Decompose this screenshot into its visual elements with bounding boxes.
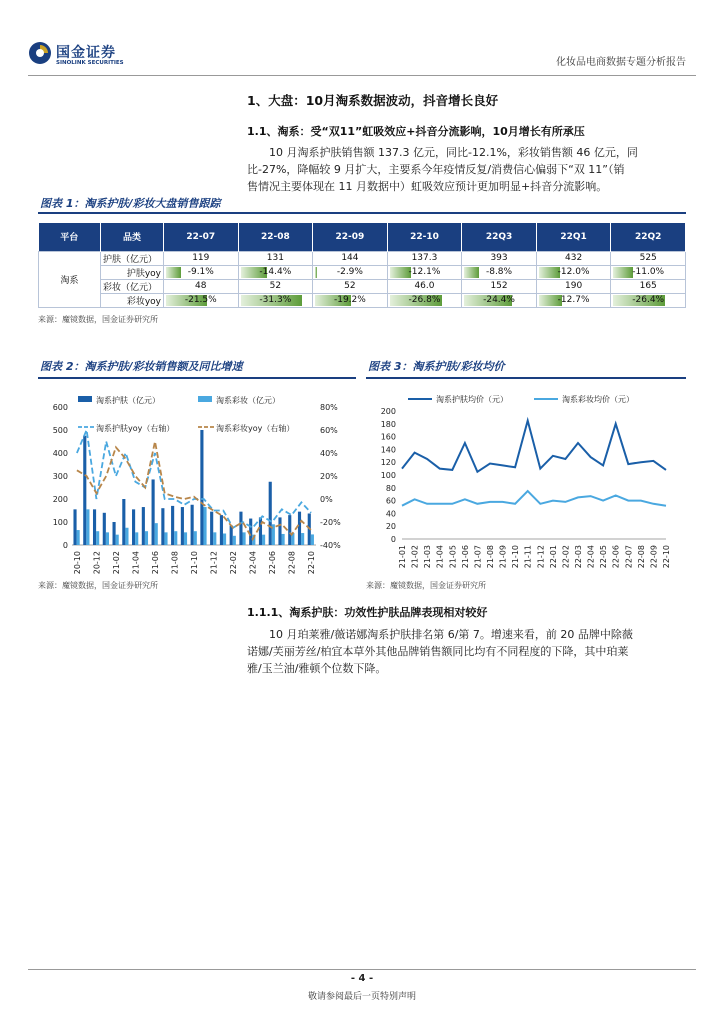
yoy-value: -21.5% xyxy=(184,295,217,305)
table-cell: 190 xyxy=(536,279,611,293)
yoy-bar-cell xyxy=(164,265,239,279)
avg-price-chart xyxy=(366,387,686,577)
yoy-value: -26.4% xyxy=(632,295,665,305)
legend-label: 淘系护肤（亿元） xyxy=(96,396,160,405)
table-header-row xyxy=(39,223,686,251)
right-axis-tick-label: 60% xyxy=(320,426,338,435)
x-tick-label: 21-04 xyxy=(435,545,445,569)
left-axis-tick-label: 300 xyxy=(52,472,68,481)
x-tick-label: 22-02 xyxy=(561,545,571,569)
bar-makeup xyxy=(106,532,109,545)
x-tick-label: 20-12 xyxy=(92,551,102,575)
yoy-value: -9.1% xyxy=(187,267,214,277)
sales-yoy-chart xyxy=(38,387,356,577)
column-header: 22Q2 xyxy=(611,223,686,251)
y-tick-label: 160 xyxy=(380,432,396,442)
x-tick-label: 21-02 xyxy=(410,545,420,569)
paragraph-line: 10 月淘系护肤销售额 137.3 亿元，同比-12.1%，彩妆销售额 46 亿元，同 xyxy=(269,146,638,159)
legend-label: 淘系护肤均价（元） xyxy=(436,395,508,404)
bar-makeup xyxy=(174,531,177,545)
bar-skincare xyxy=(278,517,281,545)
bar-skincare xyxy=(161,508,164,545)
yoy-line-skincare xyxy=(77,430,311,528)
yoy-databar xyxy=(613,267,632,278)
right-axis-tick-label: -20% xyxy=(320,518,341,527)
bar-skincare xyxy=(288,515,291,545)
bar-makeup xyxy=(262,535,265,545)
bar-skincare xyxy=(132,509,135,545)
paragraph-line: 10 月珀莱雅/薇诺娜淘系护肤排名第 6/第 7。增速来看，前 20 品牌中除薇 xyxy=(269,628,633,641)
x-tick-label: 22-02 xyxy=(229,551,239,575)
x-tick-label: 21-02 xyxy=(111,551,121,575)
table-cell: 393 xyxy=(462,251,537,265)
legend-swatch xyxy=(78,396,92,402)
x-tick-label: 21-09 xyxy=(498,545,508,569)
bar-makeup xyxy=(213,532,216,545)
x-tick-label: 21-01 xyxy=(398,545,407,569)
x-tick-label: 21-10 xyxy=(511,545,521,569)
bar-makeup xyxy=(96,531,99,545)
bar-skincare xyxy=(298,512,301,545)
column-header: 22-08 xyxy=(238,223,313,251)
bar-skincare xyxy=(93,509,96,545)
bar-makeup xyxy=(194,531,197,545)
figure2-source: 来源：魔镜数据，国金证券研究所 xyxy=(38,581,158,590)
table-cell: 52 xyxy=(313,279,388,293)
right-axis-tick-label: 80% xyxy=(320,403,338,412)
yoy-value: -8.8% xyxy=(485,267,513,277)
page-number: - 4 - xyxy=(350,973,374,984)
column-header: 22Q3 xyxy=(462,223,537,251)
bar-makeup xyxy=(301,533,304,545)
y-tick-label: 20 xyxy=(385,522,396,532)
table-row xyxy=(39,251,686,265)
bar-skincare xyxy=(239,512,242,545)
bar-skincare xyxy=(269,482,272,545)
y-tick-label: 80 xyxy=(385,483,396,493)
x-tick-label: 22-10 xyxy=(662,545,671,569)
left-axis-tick-label: 600 xyxy=(52,403,68,412)
left-axis-tick-label: 400 xyxy=(52,449,68,458)
yoy-value: -12.1% xyxy=(408,267,441,277)
yoy-bar-cell xyxy=(164,293,239,307)
y-tick-label: 40 xyxy=(385,509,396,519)
bar-makeup xyxy=(155,523,158,545)
x-tick-label: 22-06 xyxy=(268,551,278,575)
table-row xyxy=(39,265,686,279)
yoy-bar-cell xyxy=(462,293,537,307)
left-axis-tick-label: 500 xyxy=(52,426,68,435)
yoy-databar xyxy=(539,267,560,278)
bar-makeup xyxy=(135,532,138,545)
bar-skincare xyxy=(142,507,145,545)
bar-skincare xyxy=(83,436,86,545)
table-cell: 525 xyxy=(611,251,686,265)
paragraph-line: 诺娜/芙丽芳丝/柏宜本草外其他品牌销售额同比均有不同程度的下降，其中珀莱 xyxy=(247,645,629,658)
bar-skincare xyxy=(181,507,184,545)
yoy-databar xyxy=(166,267,181,278)
yoy-value: -11.0% xyxy=(632,267,665,277)
yoy-bar-cell xyxy=(536,265,611,279)
bar-makeup xyxy=(243,532,246,545)
yoy-bar-cell xyxy=(387,293,462,307)
yoy-value: -12.0% xyxy=(557,267,590,277)
section-paragraph xyxy=(247,144,687,195)
column-header: 22-10 xyxy=(387,223,462,251)
right-axis-tick-label: 0% xyxy=(320,495,333,504)
x-tick-label: 20-10 xyxy=(72,551,82,575)
price-line-makeup xyxy=(402,491,666,506)
yoy-value: -12.7% xyxy=(557,295,590,305)
table-cell: 137.3 xyxy=(387,251,462,265)
x-tick-label: 22-07 xyxy=(624,545,634,569)
y-tick-label: 0 xyxy=(390,535,396,544)
table-row xyxy=(39,279,686,293)
bar-skincare xyxy=(191,505,194,545)
table-cell: 432 xyxy=(536,251,611,265)
paragraph-line: 雅/玉兰油/雅顿个位数下降。 xyxy=(247,662,387,675)
column-header: 22-07 xyxy=(164,223,239,251)
bar-skincare xyxy=(200,430,203,545)
section-paragraph xyxy=(247,626,687,677)
subsubsection-heading: 1.1.1、淘系护肤：功效性护肤品牌表现相对较好 xyxy=(247,606,488,619)
y-tick-label: 120 xyxy=(380,458,396,468)
figure1-title: 图表 1：淘系护肤/彩妆大盘销售跟踪 xyxy=(40,197,221,210)
category-cell: 彩妆yoy xyxy=(101,293,164,307)
y-tick-label: 200 xyxy=(380,407,396,416)
category-cell: 护肤yoy xyxy=(101,265,164,279)
table-cell: 119 xyxy=(164,251,239,265)
yoy-bar-cell xyxy=(313,293,388,307)
bar-makeup xyxy=(233,536,236,545)
x-tick-label: 21-11 xyxy=(523,545,533,569)
x-tick-label: 22-06 xyxy=(611,545,621,569)
right-axis-tick-label: 40% xyxy=(320,449,338,458)
column-header: 22-09 xyxy=(313,223,388,251)
section-heading: 1、大盘：10月淘系数据波动，抖音增长良好 xyxy=(247,93,499,108)
yoy-databar xyxy=(315,267,317,278)
bar-skincare xyxy=(103,513,106,545)
bar-makeup xyxy=(282,534,285,545)
bar-skincare xyxy=(249,519,252,545)
bar-skincare xyxy=(73,509,76,545)
category-cell: 护肤（亿元） xyxy=(101,251,164,265)
bar-makeup xyxy=(116,535,119,545)
yoy-bar-cell xyxy=(462,265,537,279)
bar-makeup xyxy=(145,531,148,545)
yoy-bar-cell xyxy=(238,265,313,279)
table-row xyxy=(39,293,686,307)
table-cell: 52 xyxy=(238,279,313,293)
bar-skincare xyxy=(152,479,155,545)
legend-label: 淘系彩妆yoy（右轴） xyxy=(216,424,295,433)
legend-label: 淘系护肤yoy（右轴） xyxy=(96,424,175,433)
bar-makeup xyxy=(203,507,206,545)
x-tick-label: 21-12 xyxy=(209,551,219,575)
bar-makeup xyxy=(223,534,226,546)
figure2-rule xyxy=(38,377,356,379)
x-tick-label: 22-08 xyxy=(636,545,646,569)
subsection-heading: 1.1、淘系：受“双11”虹吸效应+抖音分流影响，10月增长有所承压 xyxy=(247,125,585,138)
bar-skincare xyxy=(210,512,213,545)
figure1-source: 来源：魔镜数据，国金证券研究所 xyxy=(38,315,158,324)
figure1-rule xyxy=(38,212,686,214)
figure3-title: 图表 3：淘系护肤/彩妆均价 xyxy=(368,360,505,373)
disclaimer-note: 敬请参阅最后一页特别声明 xyxy=(307,992,416,1002)
table-cell: 48 xyxy=(164,279,239,293)
column-header: 品类 xyxy=(101,223,164,251)
bar-makeup xyxy=(164,532,167,545)
yoy-bar-cell xyxy=(313,265,388,279)
platform-cell: 淘系 xyxy=(39,251,101,307)
x-tick-label: 22-03 xyxy=(574,545,583,569)
category-cell: 彩妆（亿元） xyxy=(101,279,164,293)
logo-text-cn: 国金证券 xyxy=(56,45,116,61)
x-tick-label: 21-05 xyxy=(448,545,458,569)
sales-table xyxy=(38,223,686,308)
yoy-databar xyxy=(390,267,411,278)
y-tick-label: 60 xyxy=(385,496,396,506)
x-tick-label: 22-05 xyxy=(599,545,609,569)
x-tick-label: 22-10 xyxy=(307,551,317,575)
x-tick-label: 21-06 xyxy=(460,545,470,569)
y-tick-label: 140 xyxy=(380,445,396,455)
bar-skincare xyxy=(220,515,223,545)
x-tick-label: 22-09 xyxy=(649,545,659,569)
yoy-bar-cell xyxy=(611,265,686,279)
bar-skincare xyxy=(113,522,116,545)
left-axis-tick-label: 0 xyxy=(62,541,68,550)
table-cell: 144 xyxy=(313,251,388,265)
x-tick-label: 22-04 xyxy=(248,551,258,575)
yoy-value: -24.4% xyxy=(483,295,515,305)
bar-makeup xyxy=(77,530,80,545)
yoy-value: -19.2% xyxy=(333,295,366,305)
company-logo xyxy=(28,41,134,71)
x-tick-label: 21-06 xyxy=(150,551,160,575)
bar-makeup xyxy=(86,509,89,545)
footer-divider xyxy=(28,969,696,970)
yoy-bar-cell xyxy=(387,265,462,279)
legend-label: 淘系彩妆（亿元） xyxy=(216,396,280,405)
left-axis-tick-label: 100 xyxy=(52,518,68,527)
x-tick-label: 22-01 xyxy=(548,545,558,569)
report-title: 化妆品电商数据专题分析报告 xyxy=(556,57,686,68)
paragraph-line: 比-27%，降幅较 9 月扩大，主要系今年疫情反复/消费信心偏弱下“双 11”（销 xyxy=(247,163,625,176)
legend-swatch xyxy=(198,396,212,402)
yoy-bar-cell xyxy=(536,293,611,307)
x-tick-label: 22-04 xyxy=(586,545,596,569)
figure3-rule xyxy=(366,377,686,379)
yoy-value: -26.8% xyxy=(408,295,441,305)
header-divider xyxy=(28,75,696,76)
bar-skincare xyxy=(230,525,233,545)
yoy-databar xyxy=(464,267,478,278)
yoy-bar-cell xyxy=(238,293,313,307)
column-header: 22Q1 xyxy=(536,223,611,251)
bar-makeup xyxy=(184,532,187,545)
x-tick-label: 21-12 xyxy=(536,545,546,569)
right-axis-tick-label: -40% xyxy=(320,541,341,550)
yoy-line-makeup xyxy=(77,442,311,540)
y-tick-label: 100 xyxy=(380,471,396,480)
yoy-value: -14.4% xyxy=(259,267,292,277)
x-tick-label: 21-10 xyxy=(190,551,199,575)
table-cell: 131 xyxy=(238,251,313,265)
column-header: 平台 xyxy=(39,223,101,251)
paragraph-line: 售情况主要体现在 11 月数据中）虹吸效应预计更加明显+抖音分流影响。 xyxy=(247,180,608,193)
y-tick-label: 180 xyxy=(380,419,396,429)
sinolink-logo-icon xyxy=(28,41,52,65)
yoy-value: -31.3% xyxy=(259,295,292,305)
table-cell: 46.0 xyxy=(387,279,462,293)
right-axis-tick-label: 20% xyxy=(320,472,338,481)
x-tick-label: 21-08 xyxy=(170,551,180,575)
x-tick-label: 22-08 xyxy=(287,551,297,575)
yoy-value: -2.9% xyxy=(336,267,363,277)
table-cell: 165 xyxy=(611,279,686,293)
bar-skincare xyxy=(171,506,174,545)
x-tick-label: 21-04 xyxy=(131,551,141,575)
bar-skincare xyxy=(122,499,125,545)
bar-makeup xyxy=(125,528,128,545)
yoy-bar-cell xyxy=(611,293,686,307)
x-tick-label: 21-07 xyxy=(473,545,483,569)
table-cell: 152 xyxy=(462,279,537,293)
bar-makeup xyxy=(311,534,314,545)
logo-text-en: SINOLINK SECURITIES xyxy=(56,60,124,66)
x-tick-label: 21-03 xyxy=(423,545,433,569)
x-tick-label: 21-08 xyxy=(486,545,495,569)
price-line-skincare xyxy=(402,421,666,472)
left-axis-tick-label: 200 xyxy=(52,495,68,504)
figure2-title: 图表 2：淘系护肤/彩妆销售额及同比增速 xyxy=(40,360,243,373)
figure3-source: 来源：魔镜数据，国金证券研究所 xyxy=(366,581,486,590)
legend-label: 淘系彩妆均价（元） xyxy=(562,395,634,404)
